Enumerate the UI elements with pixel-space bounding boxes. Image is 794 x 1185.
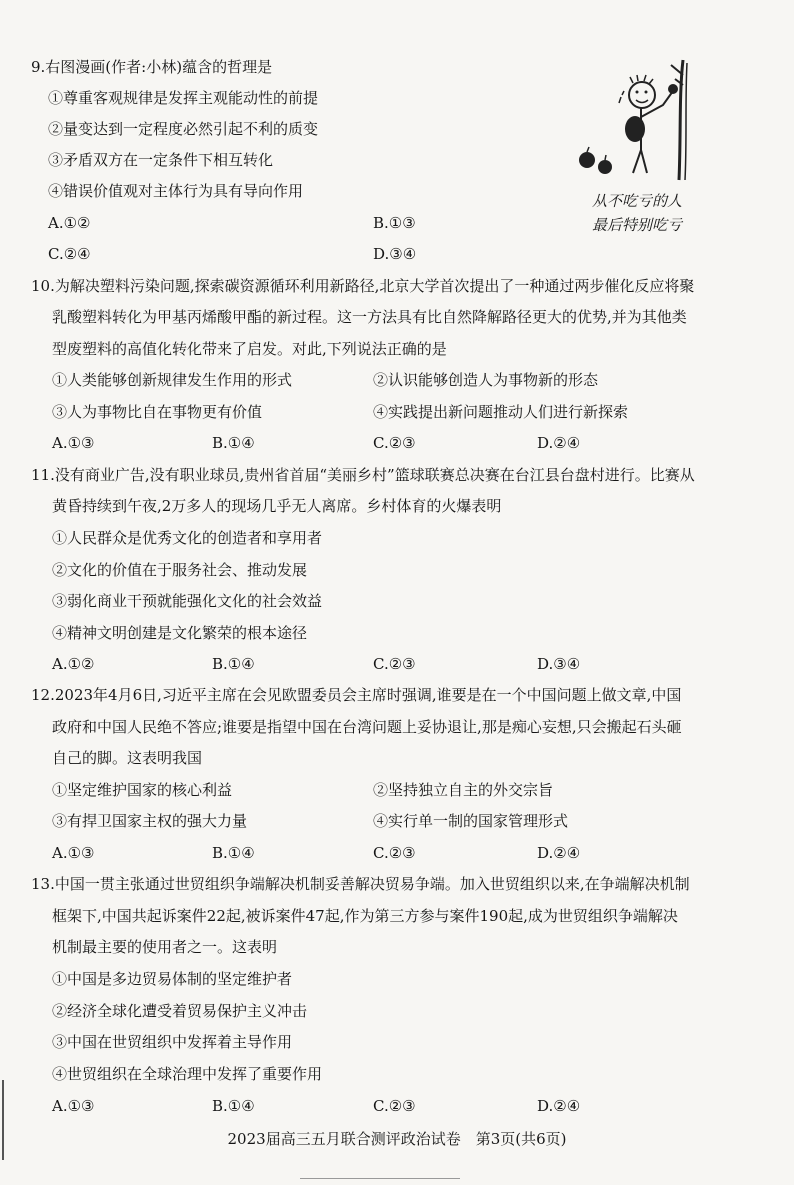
bottom-rule — [300, 1178, 460, 1179]
statement-4: ④实行单一制的国家管理形式 — [373, 812, 569, 830]
option-a: A.①③ — [52, 1097, 95, 1115]
question-stem-line-1: 12.2023年4月6日,习近平主席在会见欧盟委员会主席时强调,谁要是在一个中国问题上做文章,中国 — [31, 686, 682, 704]
scan-edge-mark — [2, 1080, 4, 1160]
statement-4: ④实践提出新问题推动人们进行新探索 — [373, 403, 629, 421]
question-stem-line-1: 13.中国一贯主张通过世贸组织争端解决机制妥善解决贸易争端。加入世贸组织以来,在争端解决机制 — [31, 875, 690, 893]
statement-4: ④世贸组织在全球治理中发挥了重要作用 — [52, 1065, 323, 1083]
question-stem-line-3: 机制最主要的使用者之一。这表明 — [52, 938, 278, 956]
option-c: C.②④ — [48, 245, 91, 263]
statement-2: ②坚持独立自主的外交宗旨 — [373, 781, 554, 799]
option-c: C.②③ — [373, 844, 416, 862]
option-d: D.③④ — [537, 655, 581, 673]
option-b: B.①④ — [212, 844, 255, 862]
option-b: B.①④ — [212, 434, 255, 452]
option-d: D.②④ — [537, 434, 581, 452]
option-c: C.②③ — [373, 655, 416, 673]
option-c: C.②③ — [373, 434, 416, 452]
statement-3: ③矛盾双方在一定条件下相互转化 — [48, 151, 274, 169]
option-d: D.②④ — [537, 844, 581, 862]
option-b: B.①③ — [373, 214, 416, 232]
statement-3: ③有捍卫国家主权的强大力量 — [52, 812, 248, 830]
statement-1: ①尊重客观规律是发挥主观能动性的前提 — [48, 89, 319, 107]
question-stem-line-3: 型废塑料的高值化转化带来了启发。对此,下列说法正确的是 — [52, 340, 447, 358]
statement-1: ①人民群众是优秀文化的创造者和享用者 — [52, 529, 323, 547]
question-stem: 9.右图漫画(作者:小林)蕴含的哲理是 — [31, 58, 273, 76]
option-d: D.③④ — [373, 245, 417, 263]
statement-3: ③中国在世贸组织中发挥着主导作用 — [52, 1033, 293, 1051]
option-c: C.②③ — [373, 1097, 416, 1115]
option-a: A.①③ — [52, 434, 95, 452]
option-a: A.①③ — [52, 844, 95, 862]
option-d: D.②④ — [537, 1097, 581, 1115]
option-a: A.①② — [52, 655, 95, 673]
statement-1: ①人类能够创新规律发生作用的形式 — [52, 371, 293, 389]
option-b: B.①④ — [212, 1097, 255, 1115]
question-stem-line-2: 乳酸塑料转化为甲基丙烯酸甲酯的新过程。这一方法具有比自然降解路径更大的优势,并为其他类 — [52, 308, 687, 326]
page-footer: 2023届高三五月联合测评政治试卷 第3页(共6页) — [227, 1130, 567, 1148]
statement-4: ④错误价值观对主体行为具有导向作用 — [48, 182, 304, 200]
cartoon-caption-1: 从不吃亏的人 — [592, 192, 683, 210]
statement-1: ①中国是多边贸易体制的坚定维护者 — [52, 970, 293, 988]
cartoon-caption-2: 最后特别吃亏 — [592, 216, 683, 234]
question-stem-line-3: 自己的脚。这表明我国 — [52, 749, 203, 767]
cartoon-illustration — [575, 55, 715, 185]
option-a: A.①② — [48, 214, 91, 232]
statement-2: ②文化的价值在于服务社会、推动发展 — [52, 561, 308, 579]
statement-3: ③人为事物比自在事物更有价值 — [52, 403, 263, 421]
question-stem-line-1: 10.为解决塑料污染问题,探索碳资源循环利用新路径,北京大学首次提出了一种通过两步催化反应将聚 — [31, 277, 695, 295]
statement-2: ②经济全球化遭受着贸易保护主义冲击 — [52, 1002, 308, 1020]
question-stem-line-2: 黄昏持续到午夜,2万多人的现场几乎无人离席。乡村体育的火爆表明 — [52, 497, 502, 515]
statement-1: ①坚定维护国家的核心利益 — [52, 781, 233, 799]
statement-3: ③弱化商业干预就能强化文化的社会效益 — [52, 592, 323, 610]
question-stem-line-2: 框架下,中国共起诉案件22起,被诉案件47起,作为第三方参与案件190起,成为世贸组织争端解决 — [52, 907, 678, 925]
statement-2: ②量变达到一定程度必然引起不利的质变 — [48, 120, 319, 138]
statement-4: ④精神文明创建是文化繁荣的根本途径 — [52, 624, 308, 642]
question-stem-line-2: 政府和中国人民绝不答应;谁要是指望中国在台湾问题上妥协退让,那是痴心妄想,只会搬起石头砸 — [52, 718, 682, 736]
statement-2: ②认识能够创造人为事物新的形态 — [373, 371, 599, 389]
question-stem-line-1: 11.没有商业广告,没有职业球员,贵州省首届“美丽乡村”篮球联赛总决赛在台江县台盘村进行。比赛从 — [31, 466, 695, 484]
option-b: B.①④ — [212, 655, 255, 673]
